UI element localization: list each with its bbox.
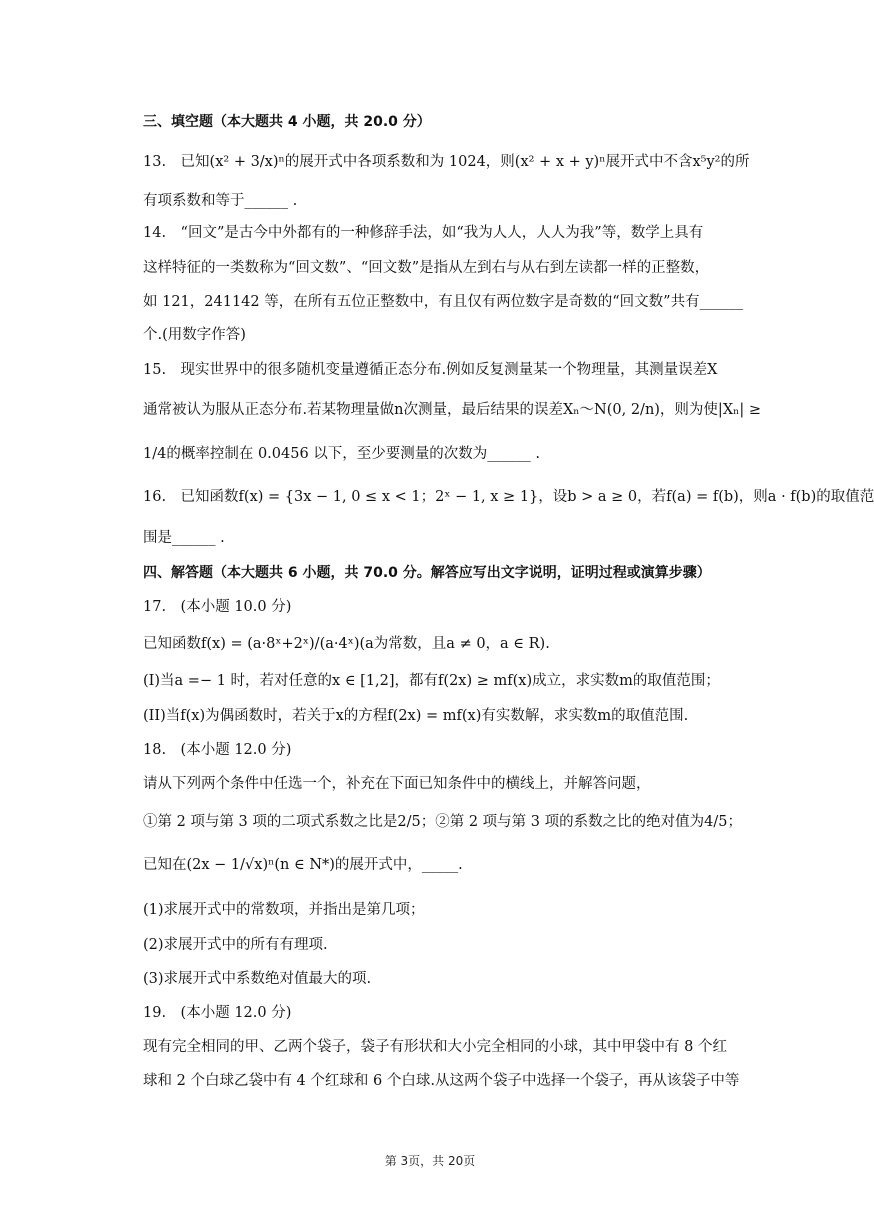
question-14-line-2: 这样特征的一类数称为“回文数”、“回文数”是指从左到右与从右到左读都一样的正整数，: [143, 260, 710, 276]
question-18-header: 18. (本小题 12.0 分): [143, 742, 292, 758]
question-18-line-1: 请从下列两个条件中任选一个，补充在下面已知条件中的横线上，并解答问题，: [143, 776, 651, 792]
question-18-part-2: (2)求展开式中的所有有理项.: [143, 937, 328, 953]
question-18-part-3: (3)求展开式中系数绝对值最大的项.: [143, 971, 372, 987]
question-17-header: 17. (本小题 10.0 分): [143, 599, 292, 615]
question-16-line-1: 16. 已知函数f(x) = {3x − 1, 0 ≤ x < 1；2ˣ − 1, x ≥ 1}，设b > a ≥ 0，若f(a) = f(b)，则a · f(b)的取值范: [143, 489, 874, 505]
question-15-line-2: 通常被认为服从正态分布.若某物理量做n次测量，最后结果的误差Xₙ～N(0, 2/n)，则为使|Xₙ| ≥: [143, 402, 762, 418]
question-18-line-3: 已知在(2x − 1/√x)ⁿ(n ∈ N*)的展开式中，_____.: [143, 857, 463, 873]
question-15-line-3: 1/4的概率控制在 0.0456 以下，至少要测量的次数为______ .: [143, 446, 541, 462]
question-19-header: 19. (本小题 12.0 分): [143, 1005, 292, 1021]
question-14-line-4: 个.(用数字作答): [143, 327, 246, 343]
page-footer: 第 3页，共 20页: [384, 1154, 476, 1168]
question-19-line-2: 球和 2 个白球乙袋中有 4 个红球和 6 个白球.从这两个袋子中选择一个袋子，再从该袋子中等: [143, 1073, 740, 1089]
question-18-part-1: (1)求展开式中的常数项，并指出是第几项；: [143, 902, 425, 918]
question-17-part-1: (I)当a =− 1 时，若对任意的x ∈ [1,2]，都有f(2x) ≥ mf(x)成立，求实数m的取值范围；: [143, 673, 720, 689]
question-14-line-1: 14. “回文”是古今中外都有的一种修辞手法，如“我为人人，人人为我”等，数学上具有: [143, 225, 704, 241]
question-14-line-3: 如 121，241142 等，在所有五位正整数中，有且仅有两位数字是奇数的“回文数”共有______: [143, 294, 744, 310]
section-heading-fill-blank: 三、填空题（本大题共 4 小题，共 20.0 分）: [143, 114, 431, 130]
section-heading-answer: 四、解答题（本大题共 6 小题，共 70.0 分。解答应写出文字说明，证明过程或演算步骤）: [143, 565, 711, 581]
question-16-line-2: 围是______ .: [143, 530, 225, 546]
question-15-line-1: 15. 现实世界中的很多随机变量遵循正态分布.例如反复测量某一个物理量，其测量误差X: [143, 362, 718, 378]
question-13-line-2: 有项系数和等于______ .: [143, 193, 298, 209]
question-19-line-1: 现有完全相同的甲、乙两个袋子，袋子有形状和大小完全相同的小球，其中甲袋中有 8 个红: [143, 1039, 727, 1055]
question-17-line-1: 已知函数f(x) = (a·8ˣ+2ˣ)/(a·4ˣ)(a为常数，且a ≠ 0，a ∈ R).: [143, 636, 550, 652]
question-18-line-2: ①第 2 项与第 3 项的二项式系数之比是2/5；②第 2 项与第 3 项的系数之比的绝对值为4/5；: [143, 814, 742, 830]
question-13-line-1: 13. 已知(x² + 3/x)ⁿ的展开式中各项系数和为 1024，则(x² + x + y)ⁿ展开式中不含x⁵y²的所: [143, 154, 750, 170]
question-17-part-2: (II)当f(x)为偶函数时，若关于x的方程f(2x) = mf(x)有实数解，求实数m的取值范围.: [143, 708, 689, 724]
